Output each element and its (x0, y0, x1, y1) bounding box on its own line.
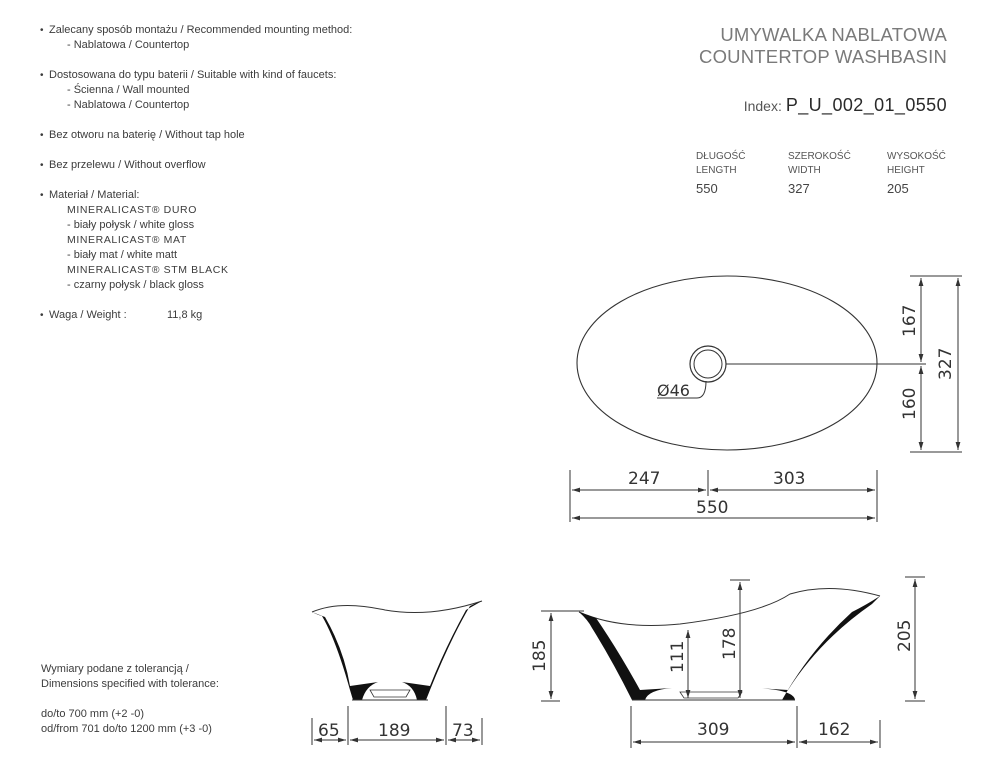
height-value: 205 (887, 181, 909, 196)
title-en: COUNTERTOP WASHBASIN (699, 46, 947, 67)
dim-247: 247 (628, 469, 661, 489)
width-value: 327 (788, 181, 810, 196)
dim-327: 327 (936, 347, 956, 380)
tap-hole-text: • Bez otworu na baterię / Without tap hole (40, 128, 420, 143)
dim-205: 205 (895, 619, 915, 652)
side-rim (312, 601, 482, 613)
front-base-inner (680, 692, 742, 698)
material-mat: MINERALICAST® MAT (67, 234, 187, 246)
length-value: 550 (696, 181, 718, 196)
width-label-pl: SZEROKOŚĆ (788, 151, 851, 162)
dim-189: 189 (378, 721, 411, 741)
mounting-label: • Zalecany sposób montażu / Recommended mounting method: (40, 23, 420, 38)
width-label-en: WIDTH (788, 165, 821, 176)
index-label: Index: (743, 98, 782, 114)
side-right-shell (402, 601, 482, 700)
basin-outline-top (577, 276, 877, 450)
faucet-value-countertop: - Nablatowa / Countertop (67, 99, 190, 111)
dim-178: 178 (720, 627, 740, 660)
material-label: • Materiał / Material: (40, 188, 420, 203)
length-label-pl: DŁUGOŚĆ (696, 151, 746, 162)
faucet-label: • Dostosowana do typu baterii / Suitable with kind of faucets: (40, 68, 420, 83)
material-stm-black: MINERALICAST® STM BLACK (67, 264, 229, 276)
material-duro: MINERALICAST® DURO (67, 204, 197, 216)
material-stm-black-finish: - czarny połysk / black gloss (67, 279, 204, 291)
top-view (570, 276, 962, 522)
weight-value: 11,8 kg (167, 309, 203, 321)
faucet-value-wall: - Ścienna / Wall mounted (67, 84, 190, 96)
overflow-text: • Bez przelewu / Without overflow (40, 158, 420, 173)
dim-309: 309 (697, 720, 730, 740)
dim-303: 303 (773, 469, 806, 489)
index-value: P_U_002_01_0550 (785, 95, 947, 115)
side-view (312, 601, 482, 745)
dim-162: 162 (818, 720, 851, 740)
tolerance-line-2: Dimensions specified with tolerance: (41, 678, 219, 690)
length-label-en: LENGTH (696, 165, 737, 176)
weight-label: • Waga / Weight : (49, 309, 127, 321)
dim-65: 65 (318, 721, 340, 741)
dim-73: 73 (452, 721, 474, 741)
height-label-en: HEIGHT (887, 165, 925, 176)
side-base-inner (370, 690, 410, 697)
front-view (530, 577, 925, 748)
drain-inner (694, 350, 722, 378)
drain-label: Ø46 (657, 381, 690, 400)
tolerance-line-4: od/from 701 do/to 1200 mm (+3 -0) (41, 723, 212, 735)
mounting-value: - Nablatowa / Countertop (67, 39, 190, 51)
dim-111: 111 (668, 640, 688, 673)
height-label-pl: WYSOKOŚĆ (887, 151, 946, 162)
dim-550: 550 (696, 498, 729, 518)
dim-160: 160 (900, 387, 920, 420)
material-mat-finish: - biały mat / white matt (67, 249, 178, 261)
title-pl: UMYWALKA NABLATOWA (720, 24, 947, 45)
tolerance-line-3: do/to 700 mm (+2 -0) (41, 708, 145, 720)
side-left-shell (312, 612, 378, 700)
front-rim (579, 588, 880, 625)
tolerance-line-1: Wymiary podane z tolerancją / (41, 663, 189, 675)
dim-185: 185 (530, 639, 550, 672)
dim-167: 167 (900, 304, 920, 337)
front-right-shell (756, 596, 880, 700)
drain-outer (690, 346, 726, 382)
material-duro-finish: - biały połysk / white gloss (67, 219, 195, 231)
